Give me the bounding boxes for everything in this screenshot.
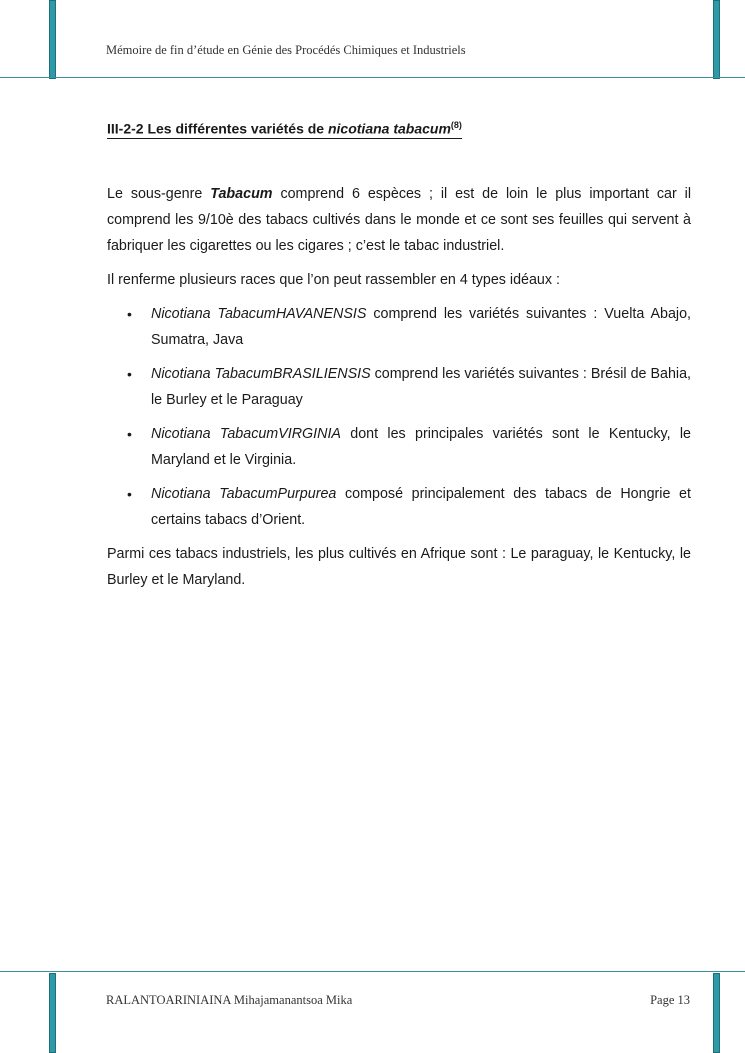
variety-text: comprend les variétés suivantes : Vuelta Abajo, Sumatra, Java	[151, 305, 691, 348]
header-rule	[0, 77, 745, 78]
list-item	[107, 421, 691, 473]
variety-name: Nicotiana TabacumHAVANENSIS	[151, 305, 367, 322]
heading-italic: nicotiana tabacum	[327, 120, 451, 137]
variety-name: Nicotiana TabacumBRASILIENSIS	[151, 365, 371, 382]
para1-a: Le sous-genre	[107, 185, 211, 202]
variety-text: dont les principales variétés sont le Kentucky, le Maryland et le Virginia.	[151, 425, 691, 468]
section-heading	[107, 120, 462, 139]
paragraph-2: Il renferme plusieurs races que l’on peut rassembler en 4 types idéaux :	[107, 271, 560, 288]
header-left-bar	[49, 0, 56, 79]
footer-rule	[0, 971, 745, 972]
running-header: Mémoire de fin d’étude en Génie des Procédés Chimiques et Industriels	[106, 43, 466, 57]
paragraph-1	[107, 181, 691, 259]
page-number: Page 13	[650, 993, 690, 1007]
list-item	[107, 301, 691, 353]
variety-name: Nicotiana TabacumPurpurea	[151, 485, 337, 502]
heading-ref: (8)	[450, 120, 462, 130]
variety-text: comprend les variétés suivantes : Brésil de Bahia, le Burley et le Paraguay	[151, 365, 691, 408]
variety-text: composé principalement des tabacs de Hongrie et certains tabacs d’Orient.	[151, 485, 691, 528]
footer-left-bar	[49, 973, 56, 1053]
header-right-bar	[713, 0, 720, 79]
bullet-icon: •	[127, 425, 132, 442]
footer-author: RALANTOARINIAINA Mihajamanantsoa Mika	[106, 993, 353, 1007]
list-item	[107, 481, 691, 533]
para1-b: Tabacum	[210, 185, 273, 202]
para1-c: comprend 6 espèces ; il est de loin le plus important car il comprend les 9/10è des tabacs cultivés dans le monde et ce sont ses feuilles qui servent à fabriquer les cigarettes ou les cigares ; c’est le tabac industriel.	[107, 185, 692, 254]
bullet-icon: •	[127, 365, 132, 382]
variety-name: Nicotiana TabacumVIRGINIA	[151, 425, 341, 442]
heading-prefix: III-2-2 Les différentes variétés de	[107, 120, 328, 137]
bullet-icon: •	[127, 305, 132, 322]
page-body	[107, 120, 691, 593]
variety-list	[107, 301, 691, 533]
footer-right-bar	[713, 973, 720, 1053]
bullet-icon: •	[127, 485, 132, 502]
list-item	[107, 361, 691, 413]
paragraph-3: Parmi ces tabacs industriels, les plus cultivés en Afrique sont : Le paraguay, le Kentucky, le Burley et le Maryland.	[107, 545, 691, 588]
